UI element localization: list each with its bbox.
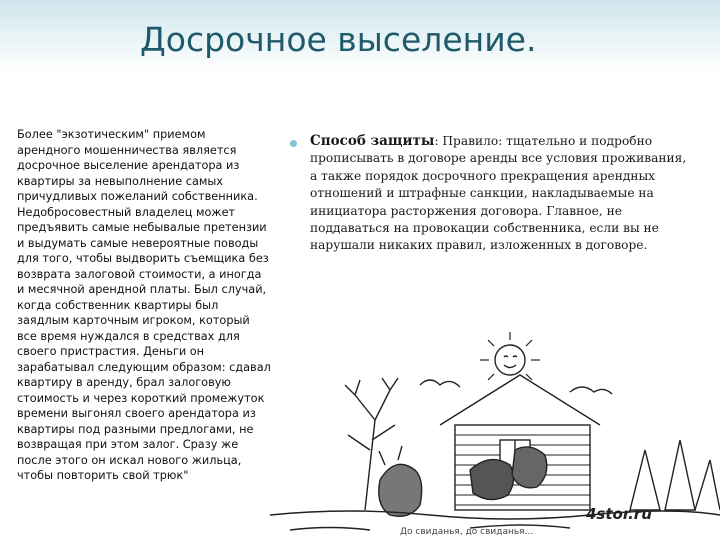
slide-title: Досрочное выселение. <box>140 20 537 59</box>
house-sun-animals-drawing-icon <box>270 330 720 540</box>
bullet-label: Способ защиты <box>310 133 435 149</box>
bullet-text <box>310 133 690 255</box>
watermark-text: 4stor.ru <box>586 505 652 523</box>
bullet-dot-icon <box>290 140 297 147</box>
left-paragraph: Более "экзотическим" приемом арендного мошенничества является досрочное выселение арендатора из квартиры за невыполнение самых причудливых пожеланий собственника. Недобросовестный владелец может предъявить самые небывалые претензии и выдумать самые невероятные поводы для того, чтобы выдворить съемщика без возврата залоговой стоимости, а иногда и месячной арендной платы. Был случай, когда собственник квартиры был заядлым карточным игроком, который все время нуждался в средствах для своего пристрастия. Деньги он зарабатывал следующим образом: сдавал квартиру в аренду, брал залоговую стоимость и через короткий промежуток времени выгонял своего арендатора из квартиры под разными предлогами, не возвращая при этом залог. Сразу же после этого он искал нового жильца, чтобы повторить свой трюк" <box>17 128 271 482</box>
bullet-body: : Правило: тщательно и подробно прописывать в договоре аренды все условия проживания, а также порядок досрочного прекращения арендных отношений и штрафные санкции, накладываемые на инициатора расторжения договора. Главное, не поддаваться на провокации собственника, если вы не нарушали никаких правил, изложенных в договоре. <box>310 134 687 253</box>
illustration-caption: До свиданья, до свиданья... <box>400 527 534 537</box>
bullet-item <box>290 133 690 255</box>
